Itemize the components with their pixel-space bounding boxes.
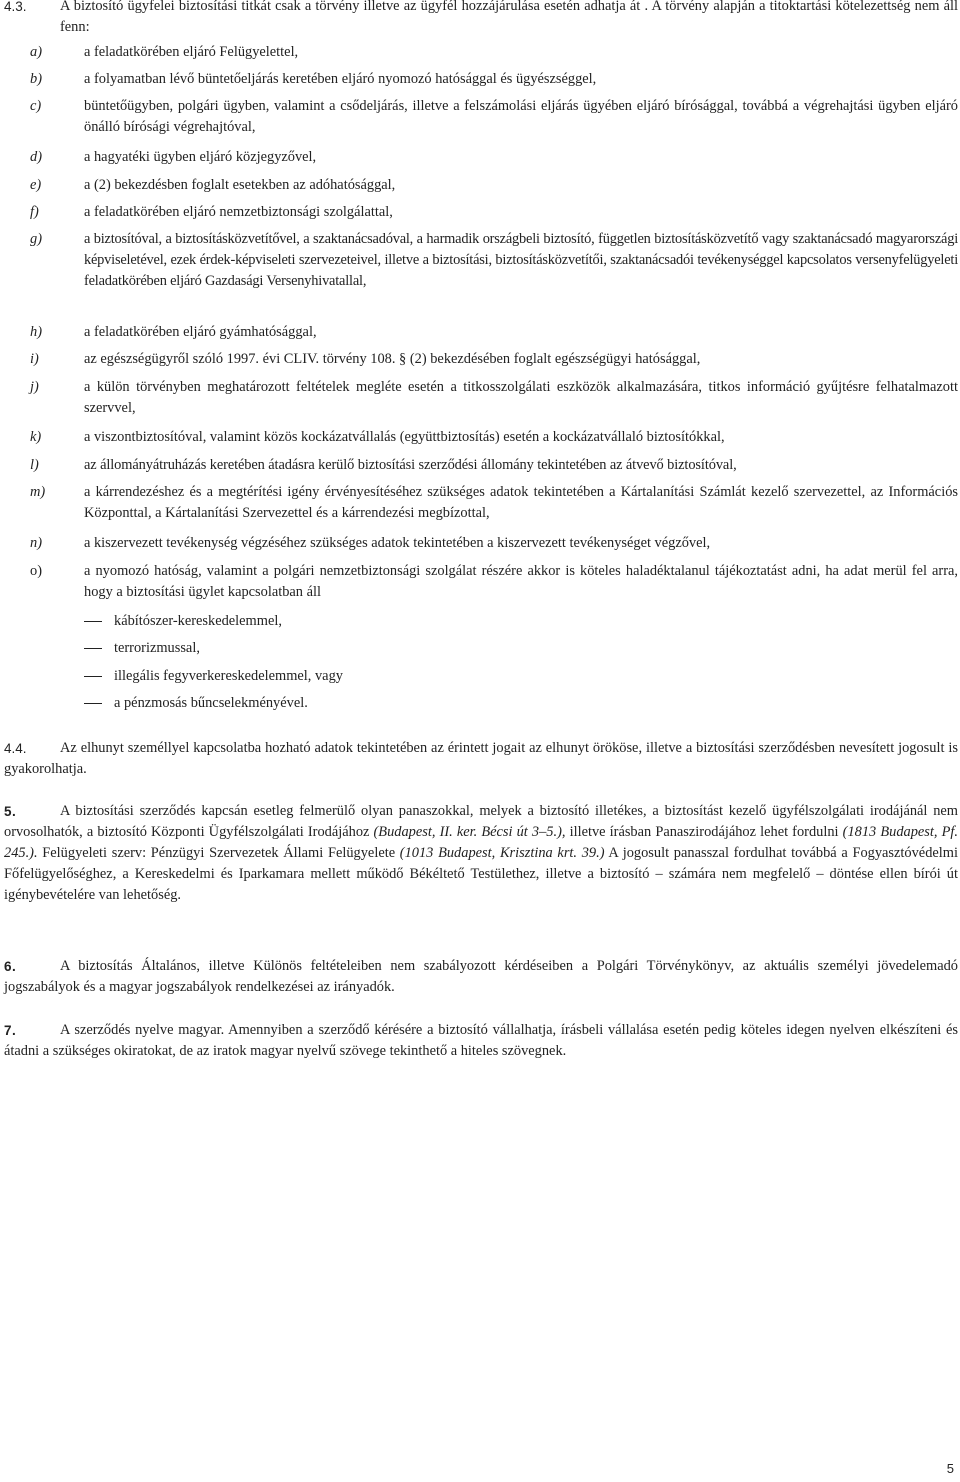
item-label: o): [30, 563, 42, 579]
item-text: az állományátruházás keretében átadásra kerülő biztosítási szerződési állomány tekintetében az átvevő biztosítóval,: [84, 457, 737, 473]
text-run: Felügyeleti szerv: Pénzügyi Szervezetek Állami Felügyelete: [37, 845, 400, 861]
item-label: n): [30, 535, 42, 551]
dash-icon: [84, 703, 102, 704]
item-text: büntetőügyben, polgári ügyben, valamint a csődeljárás, illetve a felszámolási eljárás ügyében eljáró bírósággal, továbbá a végrehajtási ügyben eljáró önálló bírósági végrehajtóval,: [84, 98, 958, 135]
item-text: az egészségügyről szóló 1997. évi CLIV. törvény 108. § (2) bekezdésében foglalt egészségügyi hatósággal,: [84, 351, 701, 367]
item-label: d): [30, 149, 42, 165]
dash-item-text: terrorizmussal,: [114, 640, 200, 656]
item-text: a külön törvényben meghatározott feltételek megléte esetén a titkosszolgálati eszközök alkalmazására, titkos információ gyűjtésre felhatalmazott szervvel,: [84, 379, 958, 416]
item-text: a feladatkörében eljáró Felügyelettel,: [84, 44, 299, 60]
item-text: a kiszervezett tevékenység végzéséhez szükséges adatok tekintetében a kiszervezett tevékenységet végzővel,: [84, 535, 711, 551]
item-text: a biztosítóval, a biztosításközvetítővel, a szaktanácsadóval, a harmadik országbeli biztosító, független biztosításközvetítő vagy szaktanácsadó magyarországi képviseletével, ezek érdek-képviseleti szervezeteivel, illetve a biztosítási, biztosításközvetítői, szaktanácsadói tevékenységgel kapcsolatos versenyfelügyeleti feladatkörében eljáró Gazdasági Versenyhivatallal,: [84, 231, 958, 289]
item-label: e): [30, 177, 42, 193]
item-text: a feladatkörében eljáró gyámhatósággal,: [84, 324, 317, 340]
dash-item-text: a pénzmosás bűncselekményével.: [114, 695, 308, 711]
item-label: a): [30, 44, 42, 60]
dash-icon: [84, 621, 102, 622]
section-text: Az elhunyt személlyel kapcsolatba hozható adatok tekintetében az érintett jogait az elhunyt örököse, illetve a biztosítási szerződésben nevesített jogosult is gyakorolhatja.: [4, 740, 958, 777]
section-text: A biztosítás Általános, illetve Különös feltételeiben nem szabályozott kérdéseiben a Polgári Törvénykönyv, az aktuális személyi jövedelemadó jogszabályok és a magyar jogszabályok rendelkezései az irányadók.: [4, 958, 958, 995]
text-run: A biztosítási szerződés kapcsán esetleg felmerülő olyan panaszokkal, melyek a biztosító illetékes, a biztosítást kezelő ügyfélszolgálati irodájánál nem orvosolhatók, a biztosító Központi Ügyfélszolgálati Irodájához: [4, 803, 958, 840]
dash-icon: [84, 676, 102, 677]
item-text: a (2) bekezdésben foglalt esetekben az adóhatósággal,: [84, 177, 396, 193]
section-text: A szerződés nyelve magyar. Amennyiben a szerződő kérésére a biztosító vállalhatja, írásbeli vállalása esetén pedig köteles idegen nyelven elkészíteni és átadni a szükséges okiratokat, de az iratok magyar nyelvű szövege tekinthető a hiteles szövegnek.: [4, 1022, 958, 1059]
item-text: a hagyatéki ügyben eljáró közjegyzővel,: [84, 149, 317, 165]
item-label: c): [30, 98, 42, 114]
page-number: 5: [946, 1461, 954, 1476]
section-number: 4.4.: [4, 741, 27, 756]
item-label: m): [30, 484, 46, 500]
text-run: illetve írásban Panaszirodájához lehet fordulni: [565, 824, 843, 840]
section-text: [4, 801, 958, 906]
section-intro: A biztosító ügyfelei biztosítási titkát csak a törvény illetve az ügyfél hozzájárulása esetén adhatja át . A törvény alapján a titoktartási kötelezettség nem áll fenn:: [60, 0, 958, 35]
section-number: 6.: [4, 959, 17, 974]
dash-icon: [84, 648, 102, 649]
section-number: 5.: [4, 804, 17, 819]
section-number: 7.: [4, 1023, 17, 1038]
item-label: b): [30, 71, 42, 87]
item-label: k): [30, 429, 42, 445]
item-label: j): [30, 379, 39, 395]
item-label: g): [30, 231, 42, 247]
section-number: 4.3.: [4, 0, 27, 14]
item-text: a viszontbiztosítóval, valamint közös kockázatvállalás (együttbiztosítás) esetén a kockázatvállaló biztosítókkal,: [84, 429, 725, 445]
dash-item-text: illegális fegyverkereskedelemmel, vagy: [114, 668, 343, 684]
item-text: a kárrendezéshez és a megtérítési igény érvényesítéséhez szükséges adatok tekintetében a Kártalanítási Számlát kezelő szervezettel, az Információs Központtal, a Kártalanítási Szervezettel és a kárrendezési megbízottal,: [84, 484, 958, 521]
item-text: a feladatkörében eljáró nemzetbiztonsági szolgálattal,: [84, 204, 393, 220]
item-label: f): [30, 204, 39, 220]
item-label: i): [30, 351, 39, 367]
item-label: l): [30, 457, 39, 473]
address-run: (1013 Budapest, Krisztina krt. 39.): [399, 845, 605, 861]
item-text: a nyomozó hatóság, valamint a polgári nemzetbiztonsági szolgálat részére akkor is köteles haladéktalanul tájékoztatást adni, ha adat merül fel arra, hogy a biztosítási ügylet kapcsolatban áll: [84, 563, 958, 600]
item-text: a folyamatban lévő büntetőeljárás keretében eljáró nyomozó hatósággal és ügyészséggel,: [84, 71, 597, 87]
address-run: (1813 Budapest, Pf. 245.).: [4, 824, 958, 861]
item-label: h): [30, 324, 42, 340]
address-run: (Budapest, II. ker. Bécsi út 3–5.),: [373, 824, 566, 840]
text-run: A jogosult panasszal fordulhat továbbá a Fogyasztóvédelmi Főfelügyelőséghez, a Kereskedelmi és Iparkamara mellett működő Békéltető Testülethez, illetve a biztosító – számára nem megfelelő – döntése ellen bírói út igénybevételére van lehetőség.: [4, 845, 958, 903]
dash-item-text: kábítószer-kereskedelemmel,: [114, 613, 282, 629]
